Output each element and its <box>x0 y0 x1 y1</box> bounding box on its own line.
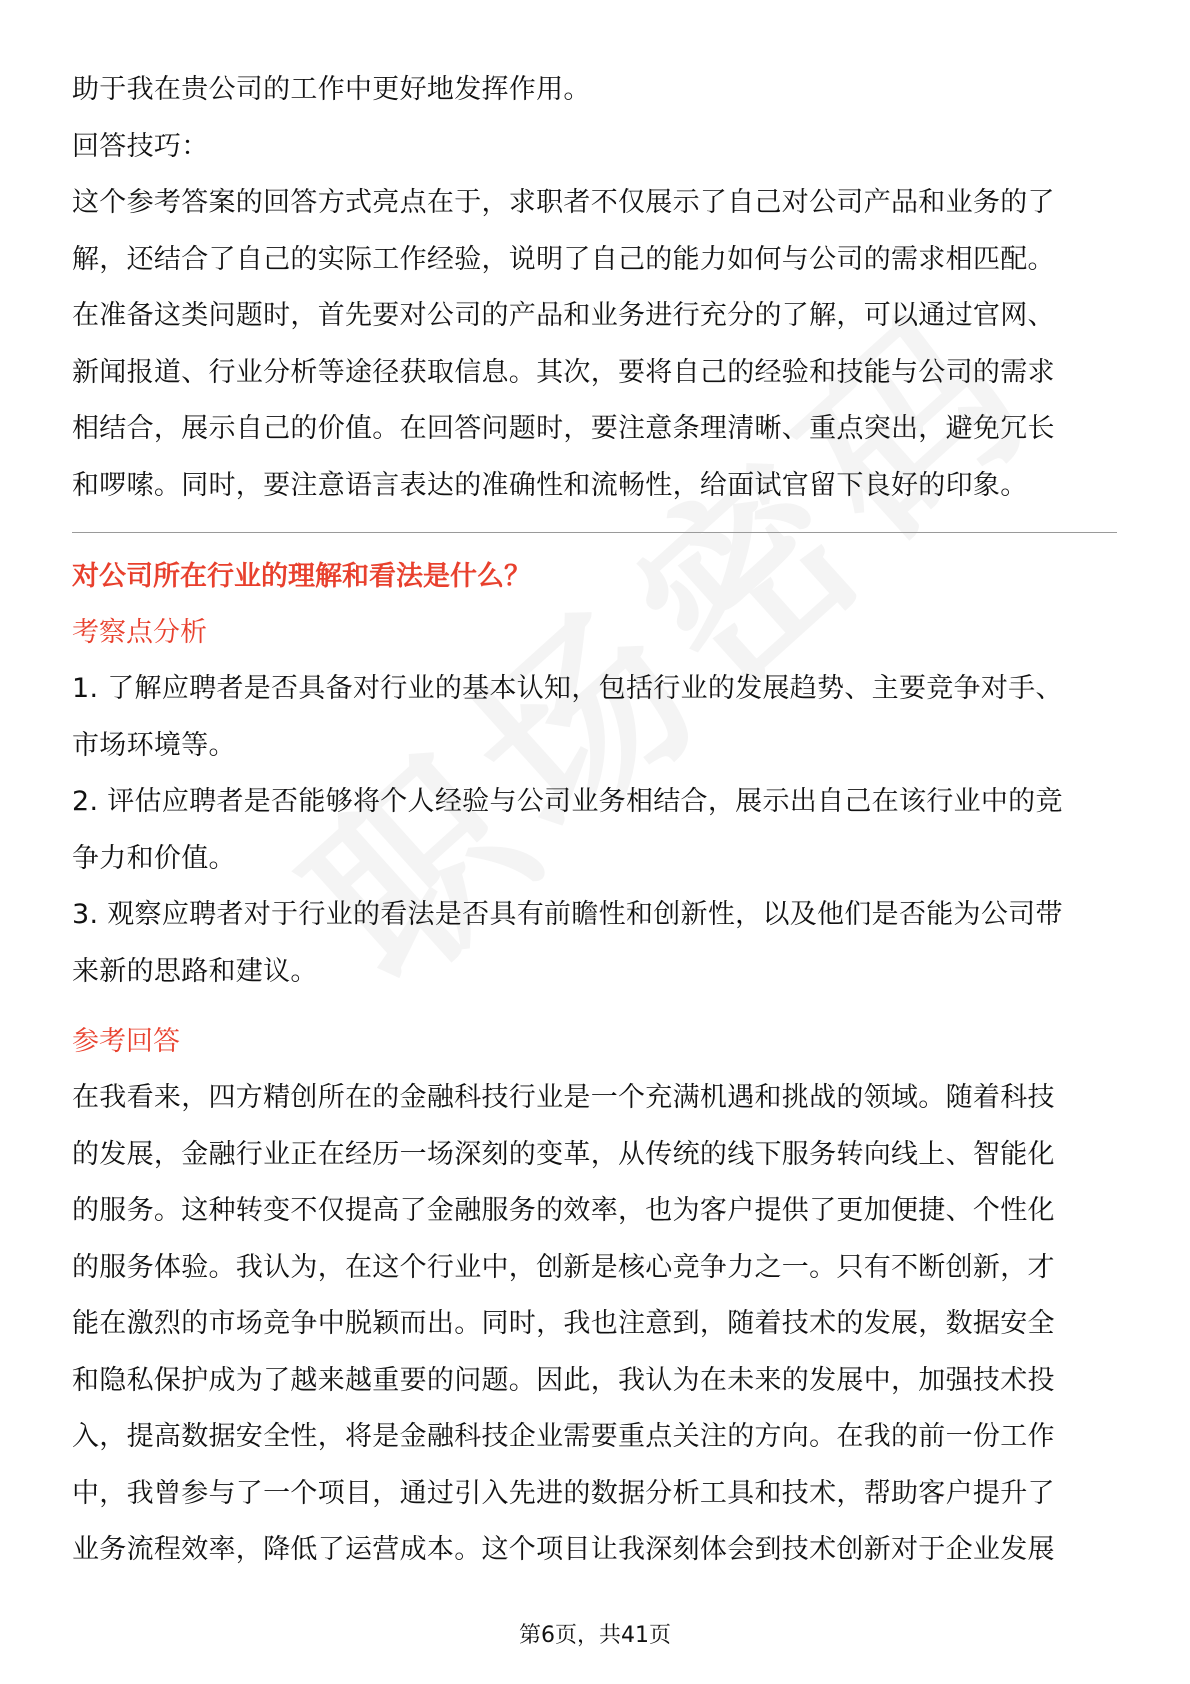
question-title: 对公司所在行业的理解和看法是什么？ <box>72 561 531 592</box>
analysis-line: 1. 了解应聘者是否具备对行业的基本认知，包括行业的发展趋势、主要竞争对手、 <box>72 673 1063 704</box>
analysis-line: 3. 观察应聘者对于行业的看法是否具有前瞻性和创新性，以及他们是否能为公司带 <box>72 899 1063 930</box>
answer-heading: 参考回答 <box>72 1026 180 1057</box>
analysis-heading: 考察点分析 <box>72 617 207 648</box>
intro-line: 助于我在贵公司的工作中更好地发挥作用。 <box>72 74 591 105</box>
analysis-line: 争力和价值。 <box>72 842 236 874</box>
answer-line: 的服务体验。我认为，在这个行业中，创新是核心竞争力之一。只有不断创新，才 <box>72 1251 1055 1283</box>
page-content <box>72 62 1117 1579</box>
answer-line: 业务流程效率，降低了运营成本。这个项目让我深刻体会到技术创新对于企业发展 <box>72 1534 1055 1565</box>
answer-line: 的服务。这种转变不仅提高了金融服务的效率，也为客户提供了更加便捷、个性化 <box>72 1195 1055 1226</box>
analysis-line: 来新的思路和建议。 <box>72 955 318 987</box>
tips-line: 这个参考答案的回答方式亮点在于，求职者不仅展示了自己对公司产品和业务的了 <box>72 187 1055 218</box>
analysis-line: 2. 评估应聘者是否能够将个人经验与公司业务相结合，展示出自己在该行业中的竞 <box>72 786 1063 817</box>
tips-line: 在准备这类问题时，首先要对公司的产品和业务进行充分的了解，可以通过官网、 <box>72 300 1055 331</box>
answer-line: 在我看来，四方精创所在的金融科技行业是一个充满机遇和挑战的领域。随着科技 <box>72 1082 1055 1113</box>
page-number: 第6页，共41页 <box>519 1623 671 1648</box>
tips-heading: 回答技巧： <box>72 130 209 162</box>
answer-line: 和隐私保护成为了越来越重要的问题。因此，我认为在未来的发展中，加强技术投 <box>72 1364 1055 1396</box>
answer-line: 的发展，金融行业正在经历一场深刻的变革，从传统的线下服务转向线上、智能化 <box>72 1138 1055 1170</box>
tips-line: 和啰嗦。同时，要注意语言表达的准确性和流畅性，给面试官留下良好的印象。 <box>72 469 1028 501</box>
answer-line: 能在激烈的市场竞争中脱颖而出。同时，我也注意到，随着技术的发展，数据安全 <box>72 1308 1055 1339</box>
tips-line: 解，还结合了自己的实际工作经验，说明了自己的能力如何与公司的需求相匹配。 <box>72 243 1055 275</box>
section-divider <box>72 532 1117 533</box>
answer-line: 入，提高数据安全性，将是金融科技企业需要重点关注的方向。在我的前一份工作 <box>72 1421 1055 1452</box>
answer-line: 中，我曾参与了一个项目，通过引入先进的数据分析工具和技术，帮助客户提升了 <box>72 1477 1055 1509</box>
tips-line: 新闻报道、行业分析等途径获取信息。其次，要将自己的经验和技能与公司的需求 <box>72 356 1055 388</box>
analysis-line: 市场环境等。 <box>72 729 236 761</box>
tips-line: 相结合，展示自己的价值。在回答问题时，要注意条理清晰、重点突出，避免冗长 <box>72 413 1055 444</box>
